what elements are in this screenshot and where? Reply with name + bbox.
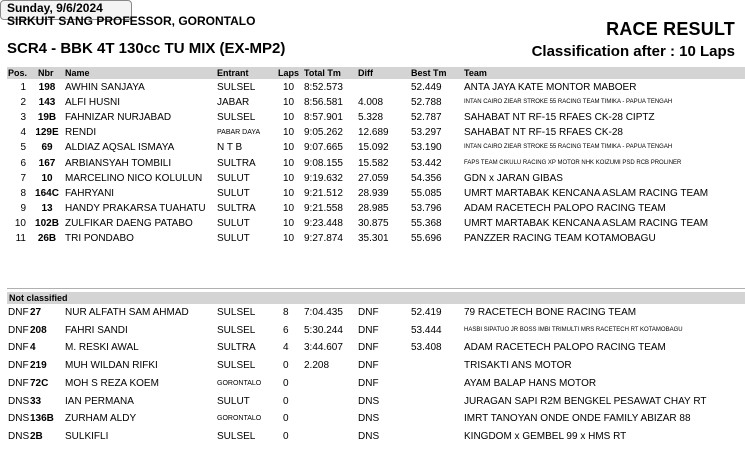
col-entrant-header: Entrant	[217, 68, 249, 78]
entrant-cell: SULSEL	[217, 430, 256, 442]
pos-cell: DNF	[8, 307, 29, 318]
table-row	[0, 110, 745, 125]
number-cell: 219	[30, 360, 47, 372]
laps-cell: 0	[283, 413, 289, 425]
team-cell: ANTA JAYA KATE MONTOR MABOER	[464, 82, 637, 93]
pos-cell: 2	[20, 97, 26, 109]
best-time-cell: 52.419	[411, 307, 442, 318]
col-team-header: Team	[464, 68, 487, 78]
table-row	[0, 411, 745, 426]
total-time-cell: 5:30.244	[304, 324, 343, 336]
diff-cell: 15.092	[358, 142, 389, 154]
best-time-cell: 55.696	[411, 233, 442, 244]
table-row	[0, 171, 745, 186]
pos-cell: 1	[20, 82, 26, 93]
team-cell: IMRT TANOYAN ONDE ONDE FAMILY ABIZAR 88	[464, 413, 691, 425]
name-cell: ALFI HUSNI	[65, 97, 121, 109]
laps-cell: 10	[283, 233, 295, 244]
classification-info: Classification after : 10 Laps	[531, 43, 735, 60]
number-cell: 33	[30, 395, 42, 407]
total-time-cell: 3:44.607	[304, 342, 343, 354]
entrant-cell: PABAR DAYA	[217, 129, 261, 137]
col-diff-header: Diff	[358, 68, 373, 78]
entrant-cell: SULSEL	[217, 360, 256, 372]
table-row	[0, 95, 745, 110]
total-time-cell: 7:04.435	[304, 307, 343, 318]
entrant-cell: SULSEL	[217, 324, 256, 336]
laps-cell: 0	[283, 430, 289, 442]
name-cell: ARBIANSYAH TOMBILI	[65, 157, 172, 169]
number-cell: 2B	[30, 430, 43, 442]
name-cell: SULKIFLI	[65, 430, 109, 442]
diff-cell: 27.059	[358, 172, 389, 184]
table-row	[0, 201, 745, 216]
table-row	[0, 305, 745, 320]
table-row	[0, 156, 745, 171]
pos-cell: 5	[20, 142, 26, 154]
pos-cell: 11	[15, 233, 26, 244]
entrant-cell: SULUT	[217, 187, 250, 199]
total-time-cell: 9:05.262	[304, 127, 343, 139]
team-cell: FAPS TEAM CIKULU RACING XP MOTOR NHK KOIZUMI PSD RCB PROLINER	[464, 159, 682, 166]
best-time-cell: 55.368	[411, 217, 442, 229]
total-time-cell: 8:52.573	[304, 82, 343, 93]
table-row	[0, 216, 745, 231]
laps-cell: 10	[283, 157, 295, 169]
best-time-cell: 53.297	[411, 127, 442, 139]
name-cell: AWHIN SANJAYA	[65, 82, 145, 93]
diff-cell: DNS	[358, 395, 380, 407]
diff-cell: 28.985	[358, 202, 389, 214]
team-cell: SAHABAT NT RF-15 RFAES CK-28	[464, 127, 623, 139]
number-cell: 129E	[35, 127, 59, 139]
pos-cell: 7	[20, 172, 26, 184]
team-cell: ADAM RACETECH PALOPO RACING TEAM	[464, 202, 666, 214]
team-cell: KINGDOM x GEMBEL 99 x HMS RT	[464, 430, 627, 442]
table-row	[0, 429, 745, 444]
best-time-cell: 55.085	[411, 187, 442, 199]
entrant-cell: JABAR	[217, 97, 250, 109]
number-cell: 72C	[30, 377, 49, 389]
table-row	[0, 340, 745, 355]
best-time-cell: 53.408	[411, 342, 442, 354]
laps-cell: 10	[283, 127, 295, 139]
diff-cell: 5.328	[358, 112, 384, 124]
best-time-cell: 54.356	[411, 172, 442, 184]
diff-cell: DNF	[358, 324, 379, 336]
total-time-cell: 9:19.632	[304, 172, 343, 184]
name-cell: ZURHAM ALDY	[65, 413, 137, 425]
diff-cell: DNS	[358, 413, 380, 425]
team-cell: PANZZER RACING TEAM KOTAMOBAGU	[464, 233, 656, 244]
number-cell: 4	[30, 342, 36, 354]
team-cell: 79 RACETECH BONE RACING TEAM	[464, 307, 637, 318]
name-cell: NUR ALFATH SAM AHMAD	[65, 307, 189, 318]
pos-cell: DNF	[8, 377, 29, 389]
table-row	[0, 125, 745, 140]
col-pos-header: Pos.	[8, 68, 28, 78]
number-cell: 167	[38, 157, 56, 169]
name-cell: TRI PONDABO	[65, 233, 134, 244]
entrant-cell: SULTRA	[217, 342, 256, 354]
number-cell: 10	[41, 172, 53, 184]
team-cell: JURAGAN SAPI R2M BENGKEL PESAWAT CHAY RT	[464, 395, 707, 407]
pos-cell: 3	[20, 112, 26, 124]
number-cell: 136B	[30, 413, 54, 425]
entrant-cell: GORONTALO	[217, 415, 262, 423]
pos-cell: 10	[14, 217, 26, 229]
name-cell: FAHRI SANDI	[65, 324, 128, 336]
diff-cell: 4.008	[358, 97, 384, 109]
pos-cell: DNS	[8, 413, 30, 425]
name-cell: FAHNIZAR NURJABAD	[65, 112, 172, 124]
table-row	[0, 140, 745, 155]
total-time-cell: 9:21.558	[304, 202, 343, 214]
laps-cell: 10	[283, 172, 295, 184]
event-venue: SIRKUIT SANG PROFESSOR, GORONTALO	[7, 14, 256, 28]
entrant-cell: SULSEL	[217, 307, 256, 318]
best-time-cell: 53.190	[411, 142, 442, 154]
name-cell: RENDI	[65, 127, 97, 139]
laps-cell: 0	[283, 360, 289, 372]
team-cell: HASBI SIPATUO JR BOSS IMBI TRIMULTI MRS RACETECH RT KOTAMOBAGU	[464, 326, 683, 333]
name-cell: IAN PERMANA	[65, 395, 134, 407]
pos-cell: 6	[20, 157, 26, 169]
laps-cell: 0	[283, 395, 289, 407]
entrant-cell: SULUT	[217, 172, 250, 184]
best-time-cell: 53.442	[411, 157, 442, 169]
total-time-cell: 8:56.581	[304, 97, 343, 109]
laps-cell: 4	[283, 342, 289, 354]
name-cell: ZULFIKAR DAENG PATABO	[65, 217, 193, 229]
col-name-header: Name	[65, 68, 90, 78]
pos-cell: 4	[20, 127, 26, 139]
race-title: SCR4 - BBK 4T 130cc TU MIX (EX-MP2)	[7, 40, 286, 57]
total-time-cell: 9:23.448	[304, 217, 343, 229]
pos-cell: DNF	[8, 360, 29, 372]
col-nbr-header: Nbr	[38, 68, 54, 78]
entrant-cell: SULTRA	[217, 157, 256, 169]
team-cell: ADAM RACETECH PALOPO RACING TEAM	[464, 342, 666, 354]
number-cell: 69	[41, 142, 53, 154]
pos-cell: DNF	[8, 324, 29, 336]
laps-cell: 10	[283, 82, 295, 93]
best-time-cell: 53.796	[411, 202, 442, 214]
table-row	[0, 358, 745, 373]
table-row	[0, 80, 745, 95]
not-classified-bar	[7, 292, 745, 304]
name-cell: MOH S REZA KOEM	[65, 377, 159, 389]
number-cell: 19B	[37, 112, 57, 124]
table-row	[0, 323, 745, 338]
team-cell: TRISAKTI ANS MOTOR	[464, 360, 572, 372]
total-time-cell: 8:57.901	[304, 112, 343, 124]
laps-cell: 10	[283, 217, 295, 229]
number-cell: 208	[30, 324, 47, 336]
table-row	[0, 376, 745, 391]
diff-cell: 12.689	[358, 127, 389, 139]
diff-cell: DNF	[358, 360, 379, 372]
total-time-cell: 9:27.874	[304, 233, 343, 244]
pos-cell: DNS	[8, 395, 30, 407]
document-title: RACE RESULT	[606, 19, 735, 39]
table-row	[0, 231, 745, 246]
number-cell: 143	[38, 97, 56, 109]
pos-cell: 9	[20, 202, 26, 214]
diff-cell: 30.875	[358, 217, 389, 229]
col-best-header: Best Tm	[411, 68, 447, 78]
table-row	[0, 394, 745, 409]
best-time-cell: 52.788	[411, 97, 442, 109]
number-cell: 27	[30, 307, 42, 318]
pos-cell: 8	[20, 187, 26, 199]
entrant-cell: SULSEL	[217, 82, 256, 93]
team-cell: GDN x JARAN GIBAS	[464, 172, 563, 184]
not-classified-label: Not classified	[9, 293, 68, 303]
number-cell: 102B	[35, 217, 59, 229]
best-time-cell: 53.444	[411, 324, 442, 336]
table-row	[0, 186, 745, 201]
name-cell: MUH WILDAN RIFKI	[65, 360, 158, 372]
entrant-cell: N T B	[217, 142, 243, 154]
best-time-cell: 52.787	[411, 112, 442, 124]
diff-cell: DNF	[358, 307, 379, 318]
entrant-cell: SULSEL	[217, 112, 256, 124]
pos-cell: DNS	[8, 430, 30, 442]
number-cell: 164C	[35, 187, 59, 199]
diff-cell: DNF	[358, 342, 379, 354]
entrant-cell: SULUT	[217, 395, 250, 407]
laps-cell: 10	[283, 112, 295, 124]
best-time-cell: 52.449	[411, 82, 442, 93]
pos-cell: DNF	[8, 342, 29, 354]
entrant-cell: SULTRA	[217, 202, 256, 214]
entrant-cell: SULUT	[217, 233, 250, 244]
laps-cell: 8	[283, 307, 289, 318]
col-total-header: Total Tm	[304, 68, 341, 78]
laps-cell: 10	[283, 187, 295, 199]
entrant-cell: GORONTALO	[217, 379, 262, 387]
team-cell: AYAM BALAP HANS MOTOR	[464, 377, 597, 389]
team-cell: SAHABAT NT RF-15 RFAES CK-28 CIPTZ	[464, 112, 655, 124]
name-cell: FAHRYANI	[65, 187, 115, 199]
col-laps-header: Laps	[278, 68, 300, 78]
laps-cell: 0	[283, 377, 289, 389]
event-date: Sunday, 9/6/2024	[7, 1, 103, 15]
total-time-cell: 2.208	[304, 360, 330, 372]
diff-cell: DNS	[358, 430, 380, 442]
entrant-cell: SULUT	[217, 217, 250, 229]
total-time-cell: 9:07.665	[304, 142, 343, 154]
name-cell: HANDY PRAKARSA TUAHATU	[65, 202, 206, 214]
diff-cell: 15.582	[358, 157, 389, 169]
total-time-cell: 9:08.155	[304, 157, 343, 169]
name-cell: ALDIAZ AQSAL ISMAYA	[65, 142, 175, 154]
laps-cell: 10	[283, 142, 295, 154]
number-cell: 198	[38, 82, 56, 93]
total-time-cell: 9:21.512	[304, 187, 343, 199]
laps-cell: 10	[283, 202, 295, 214]
laps-cell: 6	[283, 324, 289, 336]
team-cell: UMRT MARTABAK KENCANA ASLAM RACING TEAM	[464, 217, 709, 229]
diff-cell: 28.939	[358, 187, 389, 199]
diff-cell: 35.301	[358, 233, 389, 244]
number-cell: 13	[41, 202, 53, 214]
name-cell: M. RESKI AWAL	[65, 342, 139, 354]
name-cell: MARCELINO NICO KOLULUN	[65, 172, 203, 184]
team-cell: UMRT MARTABAK KENCANA ASLAM RACING TEAM	[464, 187, 709, 199]
number-cell: 26B	[37, 233, 57, 244]
team-cell: INTAN CAIRO ZIEAR STROKE 55 RACING TEAM TIMIKA - PAPUA TENGAH	[464, 99, 673, 106]
section-divider	[7, 288, 745, 289]
team-cell: INTAN CAIRO ZIEAR STROKE 55 RACING TEAM TIMIKA - PAPUA TENGAH	[464, 144, 673, 151]
diff-cell: DNF	[358, 377, 379, 389]
table-header-row	[0, 67, 745, 79]
laps-cell: 10	[283, 97, 295, 109]
